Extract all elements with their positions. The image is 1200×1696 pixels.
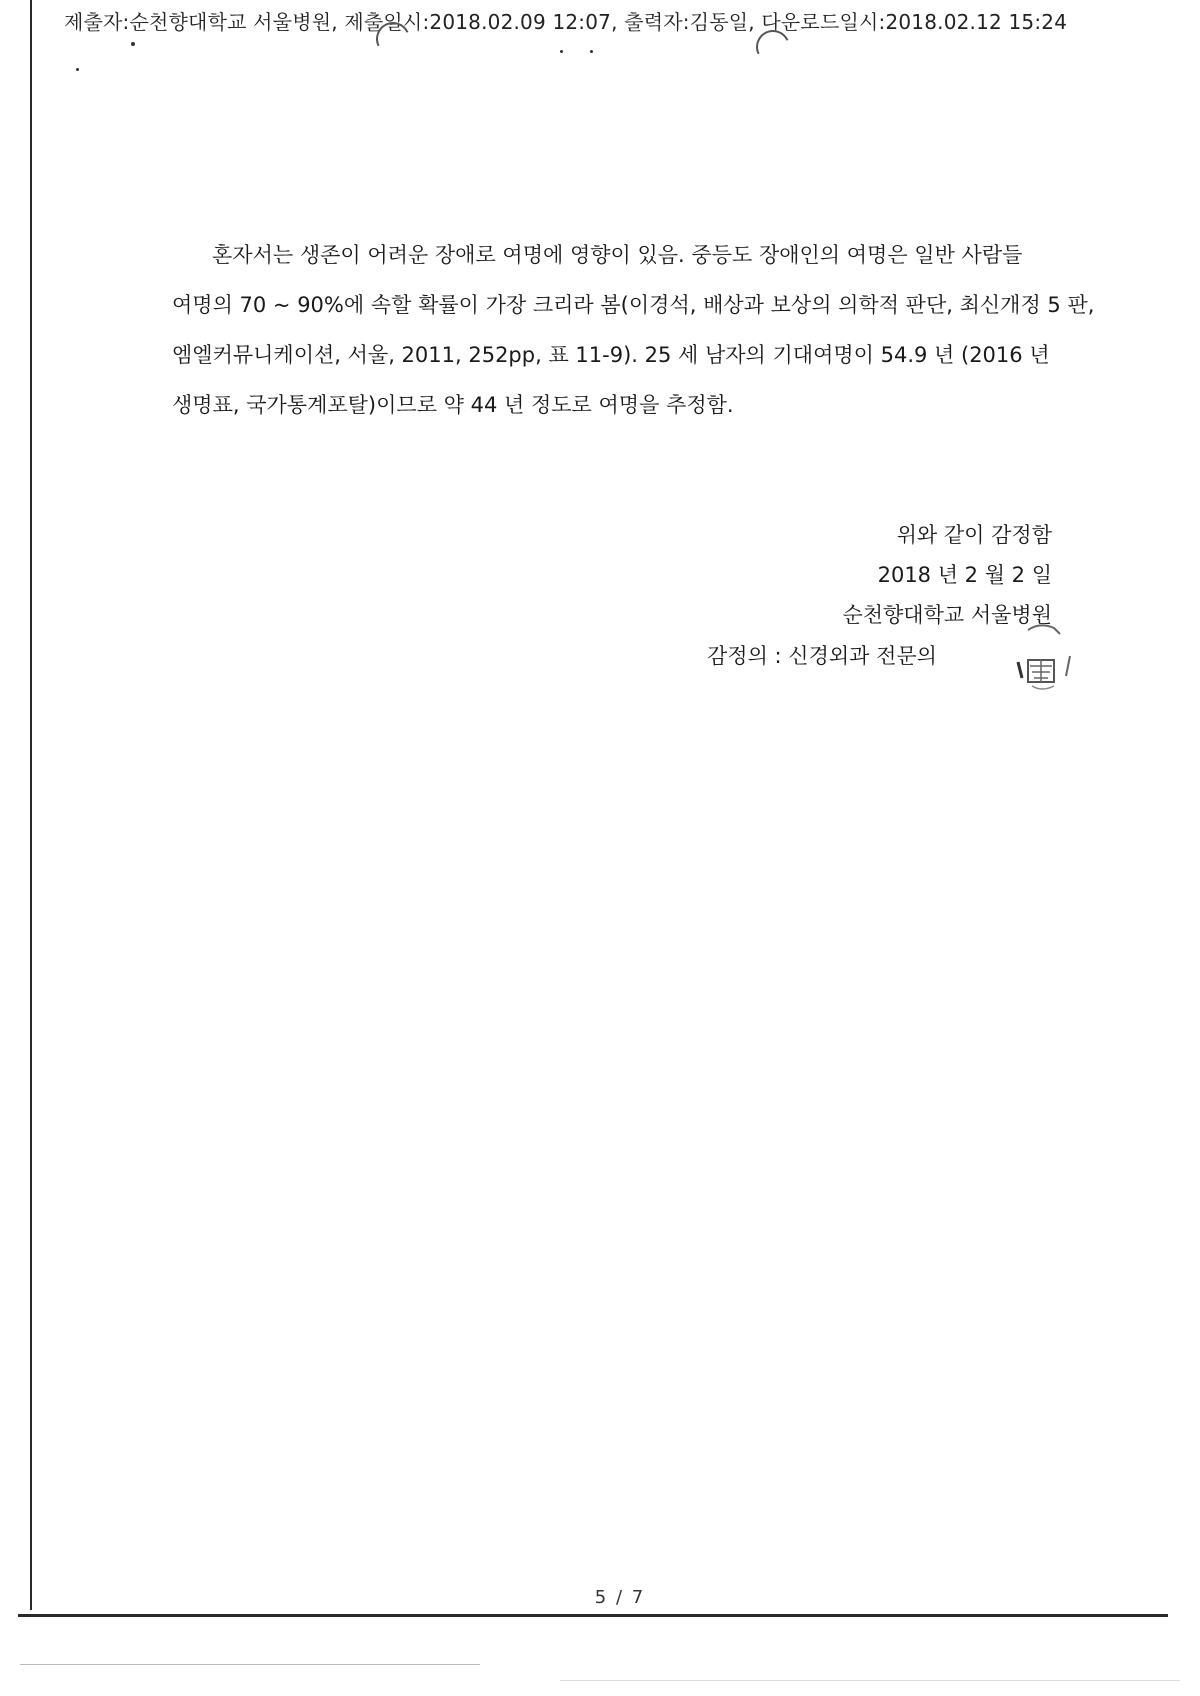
appraisal-statement: 위와 같이 감정함 xyxy=(896,523,1052,547)
institution-name: 순천향대학교 서울병원 xyxy=(842,603,1052,627)
paragraph-line: 생명표, 국가통계포탈)이므로 약 44 년 정도로 여명을 추정함. xyxy=(172,393,734,417)
page-number: 5 / 7 xyxy=(594,1587,646,1608)
signature-block xyxy=(842,515,1052,635)
appraisal-date: 2018 년 2 월 2 일 xyxy=(877,563,1052,587)
left-margin-rule xyxy=(30,0,32,1610)
scan-edge-line xyxy=(20,1664,480,1665)
scan-speck xyxy=(131,42,135,46)
examiner-title: 감정의 : 신경외과 전문의 xyxy=(707,644,937,668)
scan-speck xyxy=(76,68,79,71)
seal-stamp-icon xyxy=(1010,620,1078,710)
scan-edge-line xyxy=(560,1680,1180,1681)
paragraph-line: 혼자서는 생존이 어려운 장애로 여명에 영향이 있음. 중등도 장애인의 여명은 일반 사람들 xyxy=(212,243,1023,267)
submission-header: 제출자:순천향대학교 서울병원, 제출일시:2018.02.09 12:07, 출력자:김동일, 다운로드일시:2018.02.12 15:24 xyxy=(64,10,1068,34)
paragraph-line: 엠엘커뮤니케이션, 서울, 2011, 252pp, 표 11-9). 25 세 남자의 기대여명이 54.9 년 (2016 년 xyxy=(172,343,1050,367)
opinion-paragraph xyxy=(172,230,1095,430)
scan-speck xyxy=(560,50,563,53)
scan-speck xyxy=(590,50,593,53)
footer-rule xyxy=(18,1614,1168,1617)
paragraph-line: 여명의 70 ~ 90%에 속할 확률이 가장 크리라 봄(이경석, 배상과 보상의 의학적 판단, 최신개정 5 판, xyxy=(172,293,1095,317)
